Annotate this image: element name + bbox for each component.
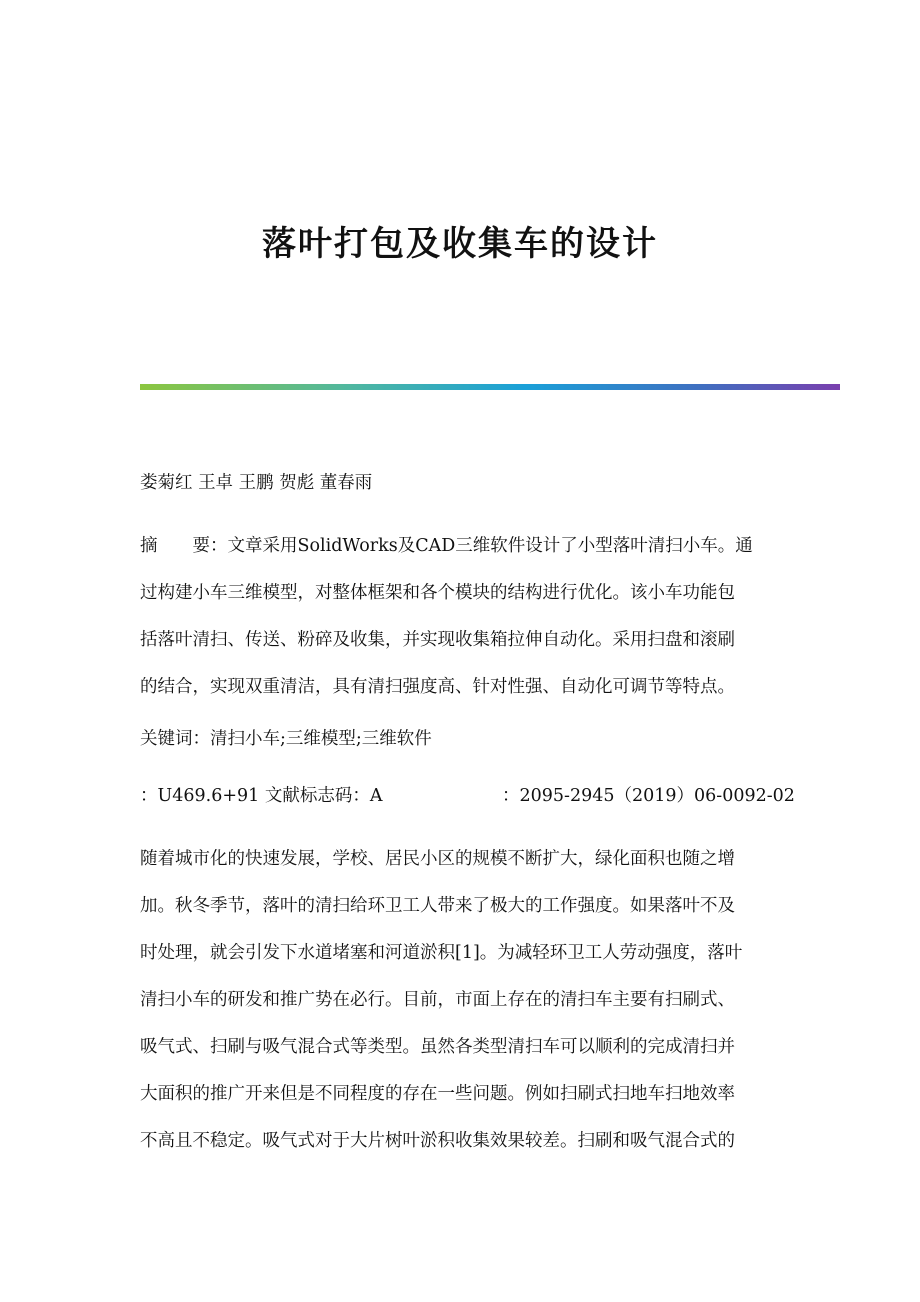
classification-line [140, 781, 795, 811]
body-line: 随着城市化的快速发展，学校、居民小区的规模不断扩大，绿化面积也随之增 [140, 849, 735, 869]
title-divider [140, 384, 840, 390]
abstract-line: 的结合，实现双重清洁，具有清扫强度高、针对性强、自动化可调节等特点。 [140, 677, 735, 697]
body-line: 时处理，就会引发下水道堵塞和河道淤积[1]。为减轻环卫工人劳动强度，落叶 [140, 943, 743, 963]
body-line: 清扫小车的研发和推广势在必行。目前，市面上存在的清扫车主要有扫刷式、 [140, 990, 735, 1010]
abstract-line [140, 523, 780, 570]
abstract-line: 括落叶清扫、传送、粉碎及收集，并实现收集箱拉伸自动化。采用扫盘和滚刷 [140, 630, 735, 650]
body-line: 大面积的推广开来但是不同程度的存在一些问题。例如扫刷式扫地车扫地效率 [140, 1084, 735, 1104]
body-line: 加。秋冬季节，落叶的清扫给环卫工人带来了极大的工作强度。如果落叶不及 [140, 896, 735, 916]
keywords: 关键词：清扫小车;三维模型;三维软件 [140, 729, 432, 749]
abstract-label: 摘 要： [140, 536, 228, 556]
abstract-text: 文章采用SolidWorks及CAD三维软件设计了小型落叶清扫小车。通 [227, 536, 753, 556]
body-paragraph [140, 836, 780, 1165]
abstract-line: 过构建小车三维模型，对整体框架和各个模块的结构进行优化。该小车功能包 [140, 583, 735, 603]
body-line: 不高且不稳定。吸气式对于大片树叶淤积收集效果较差。扫刷和吸气混合式的 [140, 1131, 735, 1151]
classification-number: ：U469.6+91 文献标志码：A [140, 786, 383, 806]
body-line: 吸气式、扫刷与吸气混合式等类型。虽然各类型清扫车可以顺利的完成清扫并 [140, 1037, 735, 1057]
article-number: ：2095-2945（2019）06-0092-02 [502, 786, 795, 806]
page-title: 落叶打包及收集车的设计 [262, 224, 658, 264]
abstract [140, 523, 780, 711]
authors: 娄菊红 王卓 王鹏 贺彪 董春雨 [140, 473, 373, 493]
